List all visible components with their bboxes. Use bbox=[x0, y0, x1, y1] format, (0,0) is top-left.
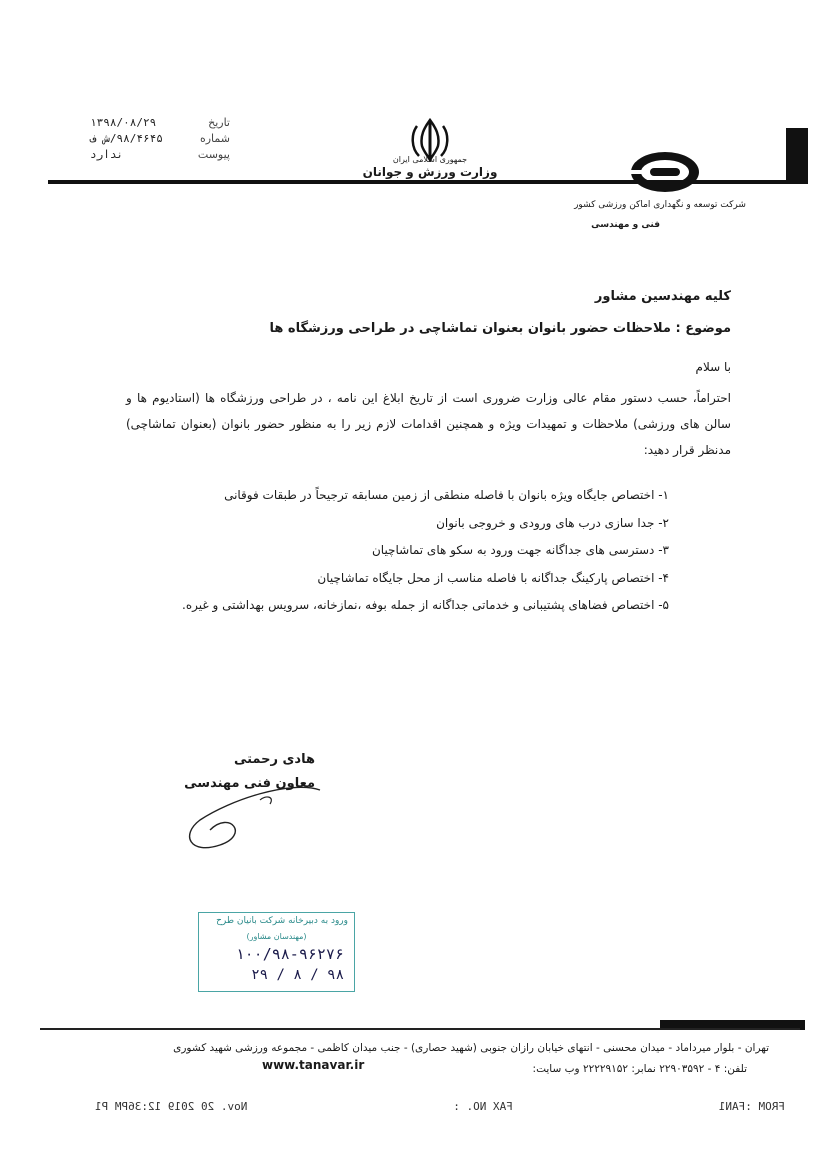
stamp-office: ورود به دبیرخانه شرکت بانیان طرح bbox=[216, 916, 348, 926]
number-value: ۹۸/۴۶۴۵/ش ف bbox=[90, 132, 163, 145]
signature-scribble bbox=[170, 760, 330, 860]
date-value: ۱۳۹۸/۰۸/۲۹ bbox=[90, 116, 157, 129]
fax-number: FAX NO. : bbox=[453, 1100, 513, 1113]
stamp-date: ۹۸ / ۸ / ۲۹ bbox=[251, 967, 344, 983]
header-divider-end bbox=[786, 128, 808, 184]
requirements-list bbox=[149, 482, 669, 620]
signer-title: معاون فنی مهندسی bbox=[184, 776, 315, 791]
fax-transmission-line bbox=[95, 1100, 785, 1114]
stamp-number: ۱۰۰/۹۸-۹۶۲۷۶ bbox=[235, 945, 344, 963]
footer-divider bbox=[40, 1028, 800, 1030]
header-divider bbox=[48, 180, 808, 184]
company-name: شرکت توسعه و نگهداری اماکن ورزشی کشور bbox=[574, 200, 746, 210]
letter-recipient: کلیه مهندسین مشاور bbox=[594, 289, 731, 304]
government-name: جمهوری اسلامی ایران bbox=[392, 155, 468, 164]
date-label: تاریخ bbox=[208, 116, 230, 129]
signer-name: هادی رحمتی bbox=[233, 752, 315, 767]
footer-address: تهران - بلوار میرداماد - میدان محسنی - انتهای خیابان رازان جنوبی (شهید حصاری) - جنب میدان کاظمی - مجموعه ورزشی شهید کشوری bbox=[173, 1042, 769, 1054]
letter-greeting: با سلام bbox=[695, 360, 731, 374]
list-item: ۵- اختصاص فضاهای پشتیبانی و خدماتی جداگانه از جمله بوفه ،نمازخانه، سرویس بهداشتی و غیره. bbox=[182, 598, 669, 612]
company-department: فنی و مهندسی bbox=[591, 220, 660, 230]
fax-from: FROM :FAN1 bbox=[718, 1100, 785, 1113]
list-item: ۱- اختصاص جایگاه ویژه بانوان با فاصله منطقی از زمین مسابقه ترجیحاً در طبقات فوقانی bbox=[224, 488, 669, 502]
attachment-label: پیوست bbox=[197, 148, 230, 161]
letter-subject: موضوع : ملاحظات حضور بانوان بعنوان تماشاچی در طراحی ورزشگاه ها bbox=[269, 321, 731, 336]
list-item: ۲- جدا سازی درب های ورودی و خروجی بانوان bbox=[436, 515, 669, 530]
attachment-value: ندارد bbox=[90, 148, 124, 161]
received-stamp bbox=[198, 912, 355, 992]
list-item: ۴- اختصاص پارکینگ جداگانه با فاصله مناسب از محل جایگاه تماشاچیان bbox=[317, 570, 669, 585]
ministry-name: وزارت ورزش و جوانان bbox=[362, 165, 498, 179]
list-item: ۳- دسترسی های جداگانه جهت ورود به سکو های تماشاچیان bbox=[371, 543, 669, 557]
footer-contact: تلفن: ۴ - ۲۲۹۰۳۵۹۲ نمابر: ۲۲۲۲۹۱۵۲ وب سایت: bbox=[532, 1063, 747, 1075]
letter-paragraph: احتراماً، حسب دستور مقام عالی وزارت ضروری است از تاریخ ابلاغ این نامه ، در طراحی ورزشگاه ها (استادیوم ها و سالن های ورزشی) ملاحظات و تمهیدات ویژه و همچنین اقدامات لازم زیر را به منظور حضور بانوان (بعنوان تماشاچی) مدنظر قرار دهید: bbox=[126, 391, 731, 457]
footer-website: www.tanavar.ir bbox=[262, 1058, 365, 1072]
number-label: شماره bbox=[199, 132, 230, 145]
fax-datetime: Nov. 20 2019 12:36PM P1 bbox=[95, 1100, 248, 1113]
company-logo-icon bbox=[628, 150, 702, 194]
stamp-subtitle: (مهندسان مشاور) bbox=[246, 932, 307, 941]
letter-meta bbox=[90, 115, 230, 163]
